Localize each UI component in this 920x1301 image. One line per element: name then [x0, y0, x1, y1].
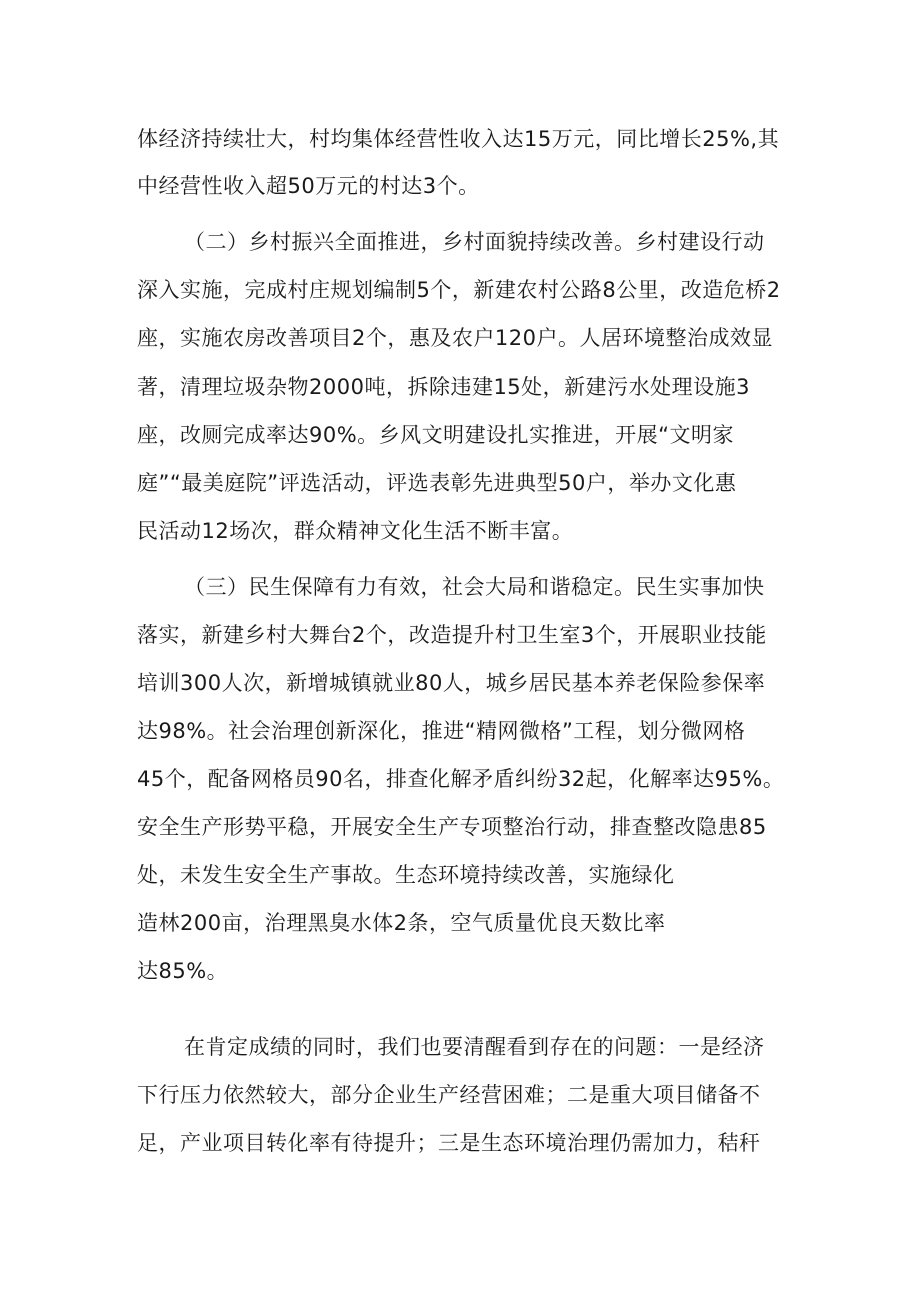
- text-line: 足，产业项目转化率有待提升；三是生态环境治理仍需加力，秸秆: [137, 1131, 761, 1155]
- text-line: 座，改厕完成率达90%。乡风文明建设扎实推进，开展“文明家: [137, 423, 735, 447]
- text-line: 深入实施，完成村庄规划编制5个，新建农村公路8公里，改造危桥2: [137, 278, 781, 302]
- text-line: 庭”“最美庭院”评选活动，评选表彰先进典型50户，举办文化惠: [137, 471, 737, 495]
- text-line: 达98%。社会治理创新深化，推进“精网微格”工程，划分微网格: [137, 719, 746, 743]
- text-line: 安全生产形势平稳，开展安全生产专项整治行动，排查整改隐患85: [137, 815, 767, 839]
- text-line: 体经济持续壮大，村均集体经营性收入达15万元，同比增长25%,其: [137, 127, 780, 151]
- text-line: 民活动12场次，群众精神文化生活不断丰富。: [137, 519, 574, 543]
- text-line: 处，未发生安全生产事故。生态环境持续改善，实施绿化: [137, 863, 675, 887]
- paragraph-start: 在肯定成绩的同时，我们也要清醒看到存在的问题：一是经济: [184, 1035, 765, 1059]
- text-line: 45个，配备网格员90名，排查化解矛盾纠纷32起，化解率达95%。: [137, 767, 785, 791]
- text-line: 中经营性收入超50万元的村达3个。: [137, 174, 480, 198]
- text-line: 下行压力依然较大，部分企业生产经营困难；二是重大项目储备不: [137, 1083, 761, 1107]
- section-heading-3: （三）民生保障有力有效，社会大局和谐稳定。民生实事加快: [184, 575, 765, 599]
- text-line: 著，清理垃圾杂物2000吨，拆除违建15处，新建污水处理设施3: [137, 375, 751, 399]
- text-line: 培训300人次，新增城镇就业80人，城乡居民基本养老保险参保率: [137, 671, 766, 695]
- text-line: 落实，新建乡村大舞台2个，改造提升村卫生室3个，开展职业技能: [137, 623, 767, 647]
- text-line: 达85%。: [137, 959, 229, 983]
- section-heading-2: （二）乡村振兴全面推进，乡村面貌持续改善。乡村建设行动: [184, 230, 765, 254]
- text-line: 座，实施农房改善项目2个，惠及农户120户。人居环境整治成效显: [137, 326, 773, 350]
- text-line: 造林200亩，治理黑臭水体2条，空气质量优良天数比率: [137, 911, 666, 935]
